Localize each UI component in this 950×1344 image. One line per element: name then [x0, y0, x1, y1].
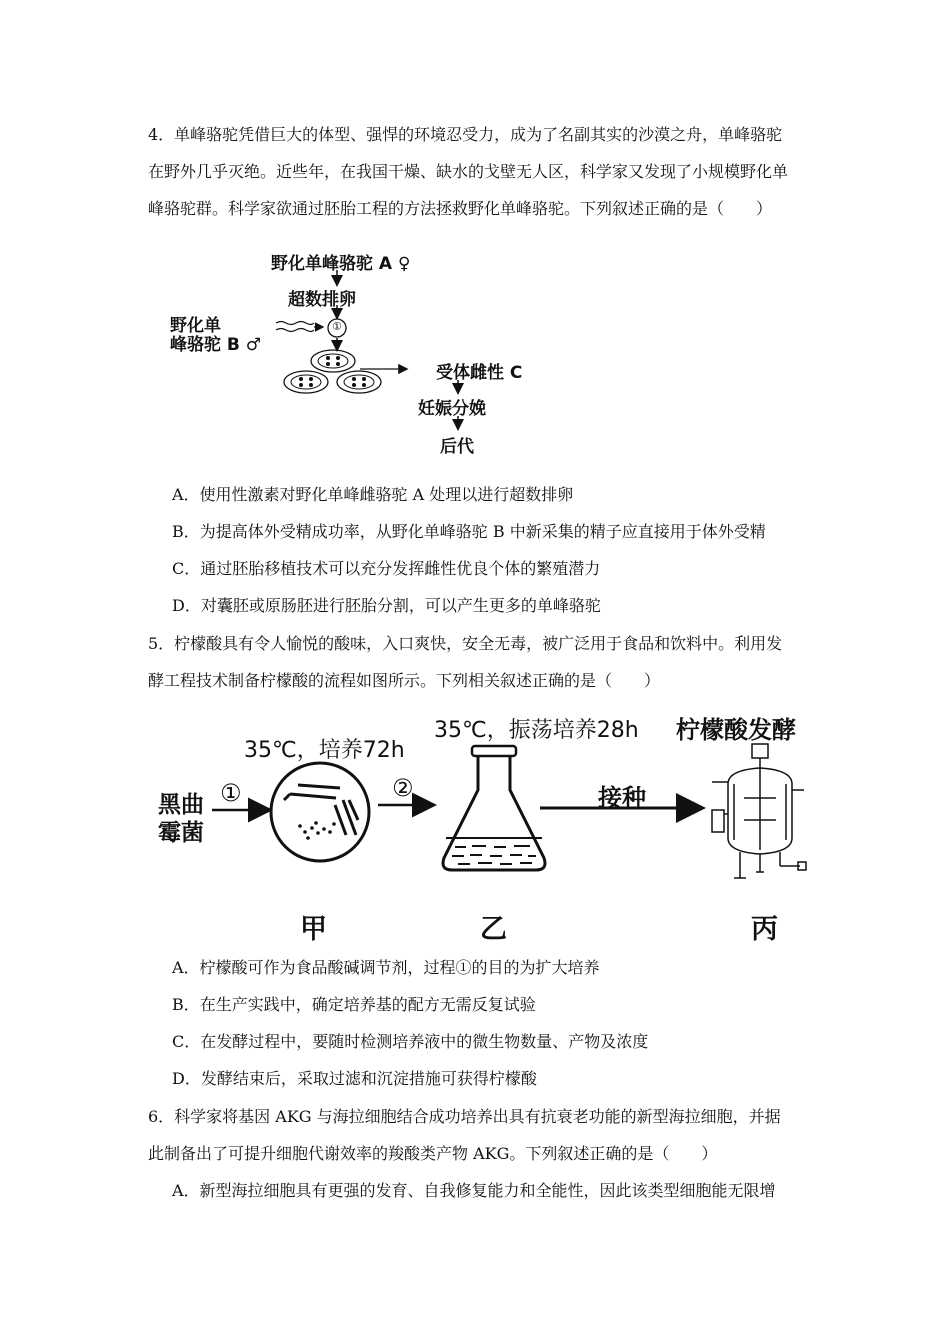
q4-stem-line-3: 峰骆驼群。科学家欲通过胚胎工程的方法拯救野化单峰骆驼。下列叙述正确的是（ ）	[148, 199, 773, 218]
q4-option-a: A．使用性激素对野化单峰雌骆驼 A 处理以进行超数排卵	[172, 485, 574, 504]
flask-stopper	[472, 746, 516, 756]
q6-option-a: A．新型海拉细胞具有更强的发育、自我修复能力和全能性，因此该类型细胞能无限增	[172, 1181, 776, 1200]
flask-liquid-dashes	[452, 846, 536, 864]
q4-option-c: C．通过胚胎移植技术可以充分发挥雌性优良个体的繁殖潜力	[172, 559, 601, 578]
label-offspring: 后代	[440, 437, 474, 457]
label-jia: 甲	[300, 914, 327, 945]
label-aspergillus-1: 黑曲	[158, 792, 204, 818]
label-recipient: 受体雌性 C	[436, 363, 523, 383]
label-fermenter-title: 柠檬酸发酵	[676, 716, 796, 744]
label-flask-condition: 35℃，振荡培养28h	[434, 718, 639, 743]
q6-stem-line-1: 6．科学家将基因 AKG 与海拉细胞结合成功培养出具有抗衰老功能的新型海拉细胞，并据	[148, 1107, 781, 1126]
label-yi: 乙	[480, 914, 507, 945]
q5-option-a: A．柠檬酸可作为食品酸碱调节剂，过程①的目的为扩大培养	[172, 958, 600, 977]
q5-stem-line-2: 酵工程技术制备柠檬酸的流程如图所示。下列相关叙述正确的是（ ）	[148, 671, 661, 690]
fermenter	[712, 744, 806, 878]
label-step-1: ①	[332, 320, 342, 333]
streak-lines	[284, 785, 358, 835]
q4-option-d: D．对囊胚或原肠胚进行胚胎分割，可以产生更多的单峰骆驼	[172, 596, 601, 615]
q6-stem-line-2: 此制备出了可提升细胞代谢效率的羧酸类产物 AKG。下列叙述正确的是（ ）	[148, 1144, 718, 1163]
colony-dots	[298, 821, 336, 840]
label-female-camel: 野化单峰骆驼 A ♀	[271, 254, 411, 274]
label-aspergillus-2: 霉菌	[158, 820, 204, 846]
label-inoculate: 接种	[598, 784, 646, 812]
label-male-camel-1: 野化单	[170, 316, 221, 336]
q4-stem-line-2: 在野外几乎灭绝。近些年，在我国干燥、缺水的戈壁无人区，科学家又发现了小规模野化单	[148, 162, 789, 181]
q5-stem-line-1: 5．柠檬酸具有令人愉悦的酸味，入口爽快，安全无毒，被广泛用于食品和饮料中。利用发	[148, 634, 783, 653]
q5-option-c: C．在发酵过程中，要随时检测培养液中的微生物数量、产物及浓度	[172, 1032, 649, 1051]
label-bing: 丙	[751, 914, 778, 945]
label-step-1: ①	[220, 779, 242, 807]
label-pregnancy: 妊娠分娩	[418, 399, 486, 419]
q5-option-b: B．在生产实践中，确定培养基的配方无需反复试验	[172, 995, 536, 1014]
q4-option-b: B．为提高体外受精成功率，从野化单峰骆驼 B 中新采集的精子应直接用于体外受精	[172, 522, 766, 541]
q4-stem-line-1: 4．单峰骆驼凭借巨大的体型、强悍的环境忍受力，成为了名副其实的沙漠之舟，单峰骆驼	[148, 125, 783, 144]
label-step-2: ②	[392, 774, 414, 802]
flask	[443, 756, 545, 870]
label-male-camel-2: 峰骆驼 B ♂	[170, 335, 262, 355]
label-superovulation: 超数排卵	[288, 290, 356, 310]
label-plate-condition: 35℃，培养72h	[244, 738, 405, 763]
q5-option-d: D．发酵结束后，采取过滤和沉淀措施可获得柠檬酸	[172, 1069, 537, 1088]
